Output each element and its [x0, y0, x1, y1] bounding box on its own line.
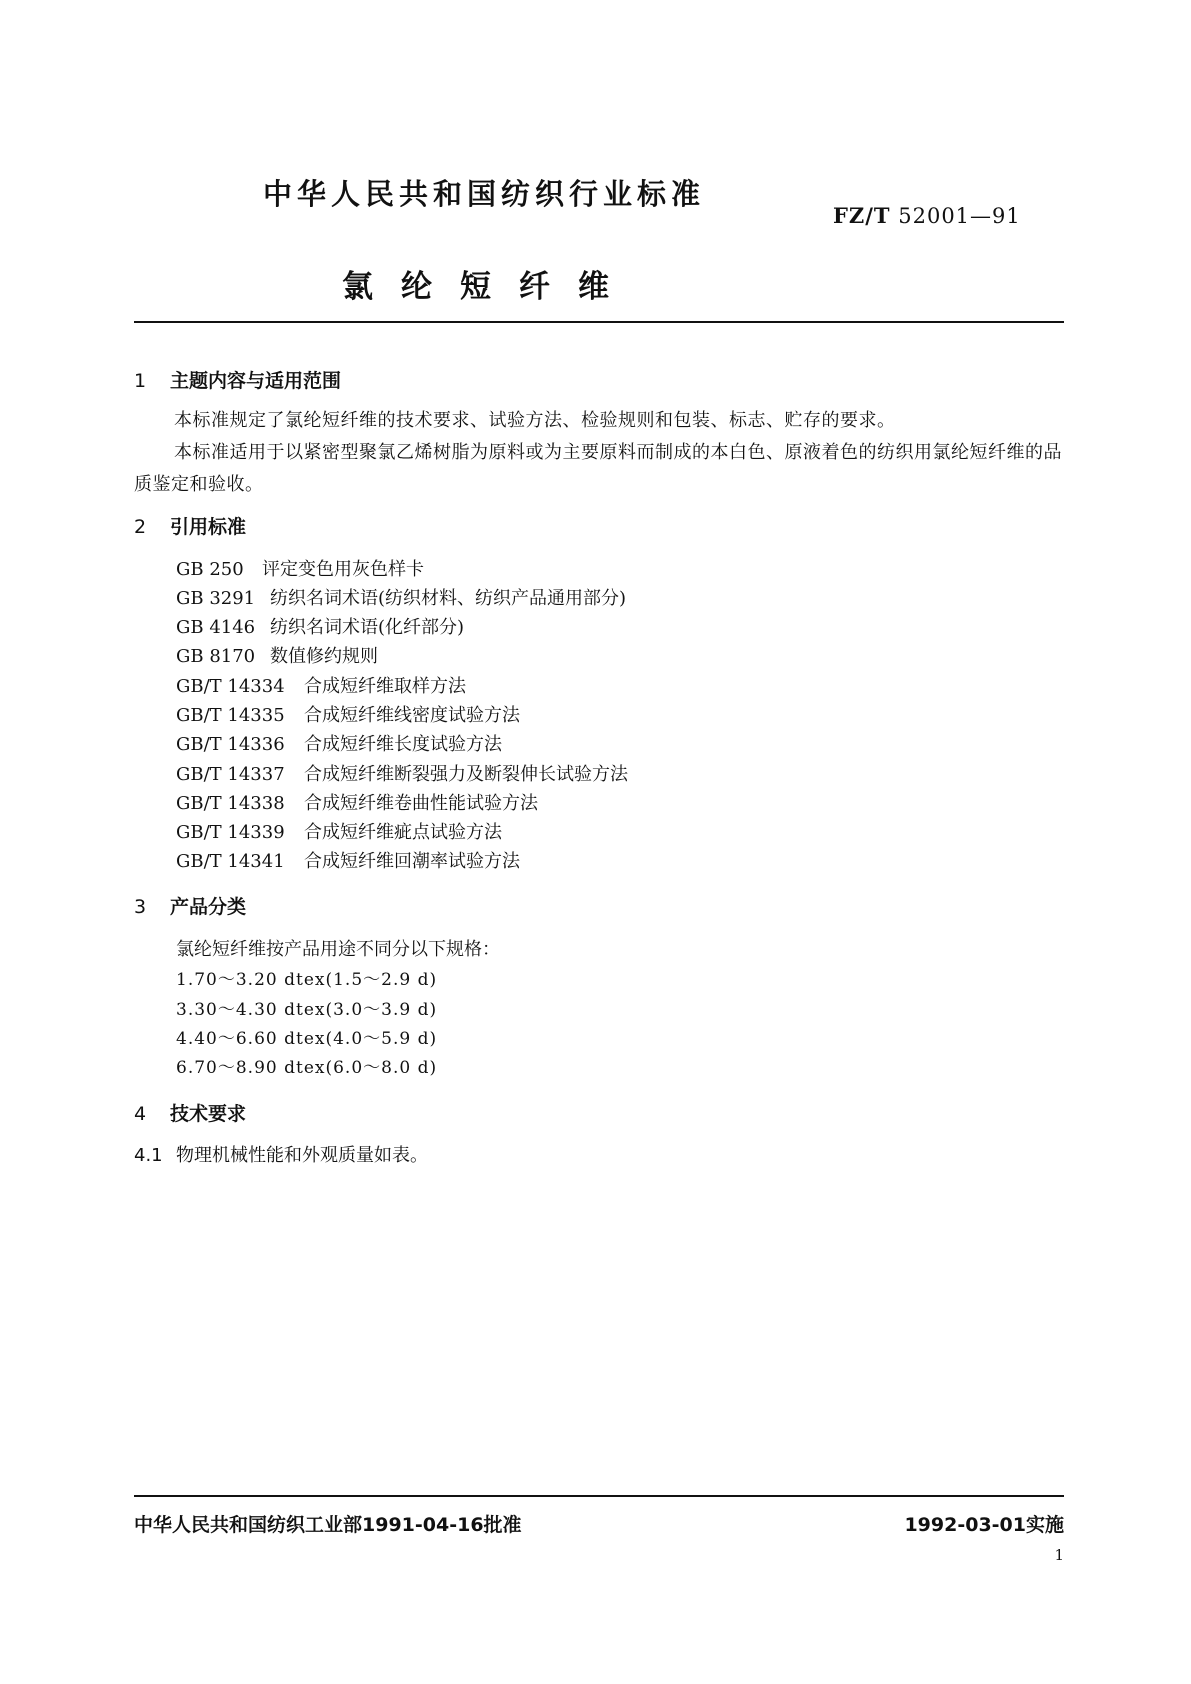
reference-title: 合成短纤维断裂强力及断裂伸长试验方法	[304, 764, 628, 785]
reference-title: 合成短纤维取样方法	[304, 676, 466, 697]
paragraph: 本标准规定了氯纶短纤维的技术要求、试验方法、检验规则和包装、标志、贮存的要求。	[174, 410, 896, 431]
reference-item	[176, 584, 626, 610]
reference-title: 纺织名词术语(化纤部分)	[270, 617, 465, 638]
section-heading	[134, 512, 246, 539]
reference-title: 合成短纤维线密度试验方法	[304, 705, 520, 726]
reference-title: 纺织名词术语(纺织材料、纺织产品通用部分)	[270, 588, 627, 609]
reference-code: GB 3291	[176, 588, 256, 609]
footer-divider	[134, 1495, 1064, 1497]
section-number: 1	[134, 370, 147, 392]
industry-standard-title: 中华人民共和国纺织行业标准	[263, 177, 706, 211]
section-heading	[134, 366, 341, 393]
paragraph: 本标准适用于以紧密型聚氯乙烯树脂为原料或为主要原料而制成的本白色、原液着色的纺织用氯纶短纤维的品质鉴定和验收。	[134, 442, 1062, 495]
reference-code: GB/T 14336	[176, 734, 285, 755]
reference-item	[176, 730, 502, 756]
reference-title: 合成短纤维长度试验方法	[304, 734, 502, 755]
header-divider	[134, 321, 1064, 323]
paragraph: 氯纶短纤维按产品用途不同分以下规格：	[176, 939, 500, 960]
section-title: 引用标准	[170, 516, 247, 538]
implementation-date: 1992-03-01实施	[904, 1514, 1064, 1536]
reference-title: 合成短纤维回潮率试验方法	[304, 851, 520, 872]
section-heading	[134, 892, 246, 919]
reference-title: 合成短纤维卷曲性能试验方法	[304, 793, 538, 814]
spec-item: 4.40～6.60 dtex(4.0～5.9 d)	[176, 1029, 438, 1049]
reference-code: GB 250	[176, 559, 244, 580]
reference-title: 数值修约规则	[270, 646, 378, 667]
reference-title: 评定变色用灰色样卡	[262, 559, 424, 580]
reference-item	[176, 642, 378, 668]
reference-code: GB/T 14334	[176, 676, 285, 697]
reference-code: GB/T 14335	[176, 705, 285, 726]
reference-item	[176, 701, 520, 727]
section-title: 产品分类	[170, 896, 247, 918]
reference-code: GB/T 14337	[176, 764, 285, 785]
section-title: 主题内容与适用范围	[170, 370, 342, 392]
section-title: 技术要求	[170, 1103, 247, 1125]
section-number: 2	[134, 516, 147, 538]
spec-item: 6.70～8.90 dtex(6.0～8.0 d)	[176, 1058, 438, 1078]
subsection-number: 4.1	[134, 1145, 163, 1166]
reference-code: GB 8170	[176, 646, 256, 667]
spec-item: 3.30～4.30 dtex(3.0～3.9 d)	[176, 1000, 438, 1020]
page-number: 1	[1054, 1546, 1064, 1564]
reference-item	[176, 613, 464, 639]
standard-prefix: FZ/T	[833, 203, 891, 228]
reference-item	[176, 672, 466, 698]
section-number: 3	[134, 896, 147, 918]
subsection-text: 物理机械性能和外观质量如表。	[176, 1145, 428, 1166]
reference-code: GB/T 14339	[176, 822, 285, 843]
reference-item	[176, 760, 628, 786]
standard-number: 52001—91	[898, 204, 1021, 228]
reference-item	[176, 847, 520, 873]
reference-item	[176, 555, 424, 581]
spec-item: 1.70～3.20 dtex(1.5～2.9 d)	[176, 970, 438, 990]
reference-code: GB/T 14338	[176, 793, 285, 814]
reference-item	[176, 818, 502, 844]
reference-item	[176, 789, 538, 815]
reference-title: 合成短纤维疵点试验方法	[304, 822, 502, 843]
section-number: 4	[134, 1103, 147, 1125]
section-heading	[134, 1099, 246, 1126]
approval-line: 中华人民共和国纺织工业部1991-04-16批准	[134, 1514, 522, 1536]
subsection	[134, 1141, 428, 1167]
standard-code	[833, 203, 1021, 228]
reference-code: GB 4146	[176, 617, 256, 638]
reference-code: GB/T 14341	[176, 851, 285, 872]
document-title: 氯纶短纤维	[342, 269, 637, 305]
